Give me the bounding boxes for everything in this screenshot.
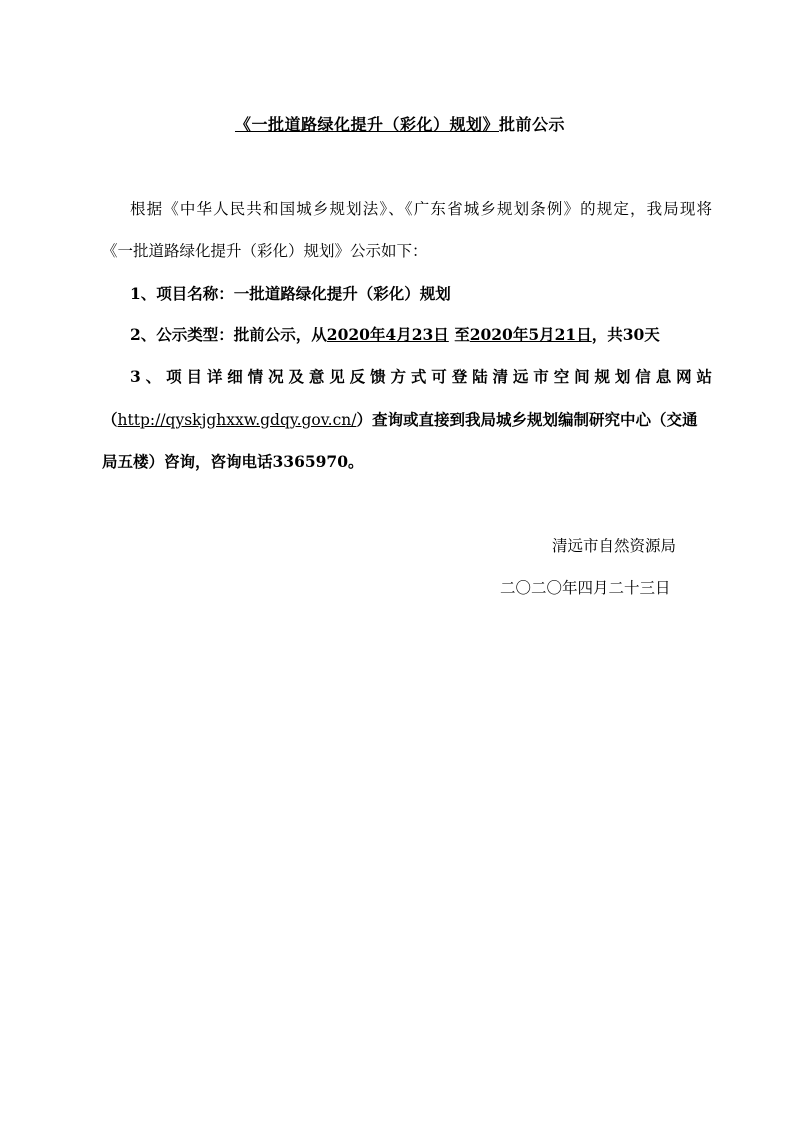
signature-organization: 清远市自然资源局	[552, 537, 677, 555]
item-notice-type	[130, 325, 712, 345]
website-link[interactable]: http://qyskjghxxw.gdqy.gov.cn/	[117, 411, 357, 429]
document-title	[0, 112, 800, 135]
details-line-2-rest: ）查询或直接到我局城乡规划编制研究中心（交通	[356, 410, 698, 429]
notice-end-date: 2020年5月21日	[469, 325, 592, 344]
intro-line-2: 《一批道路绿化提升（彩化）规划》公示如下：	[102, 242, 428, 260]
item-details-line-2	[102, 410, 712, 430]
details-open-paren: （	[102, 410, 118, 429]
item-project-name: 1、项目名称：一批道路绿化提升（彩化）规划	[130, 284, 451, 303]
item-details-line-1: 3、项目详细情况及意见反馈方式可登陆清远市空间规划信息网站	[130, 367, 712, 386]
notice-type-prefix: 2、公示类型：批前公示，从	[130, 325, 327, 344]
intro-line-1: 根据《中华人民共和国城乡规划法》、《广东省城乡规划条例》的规定，我局现将	[130, 200, 712, 218]
notice-duration: ，共30天	[591, 325, 660, 344]
notice-date-separator: 至	[448, 325, 470, 344]
title-suffix: 批前公示	[499, 115, 566, 134]
item-details-line-3: 局五楼）咨询，咨询电话3365970。	[102, 452, 364, 471]
notice-start-date: 2020年4月23日	[326, 325, 449, 344]
signature-date: 二〇二〇年四月二十三日	[500, 579, 671, 597]
title-plan-name: 《一批道路绿化提升（彩化）规划》	[234, 115, 499, 134]
